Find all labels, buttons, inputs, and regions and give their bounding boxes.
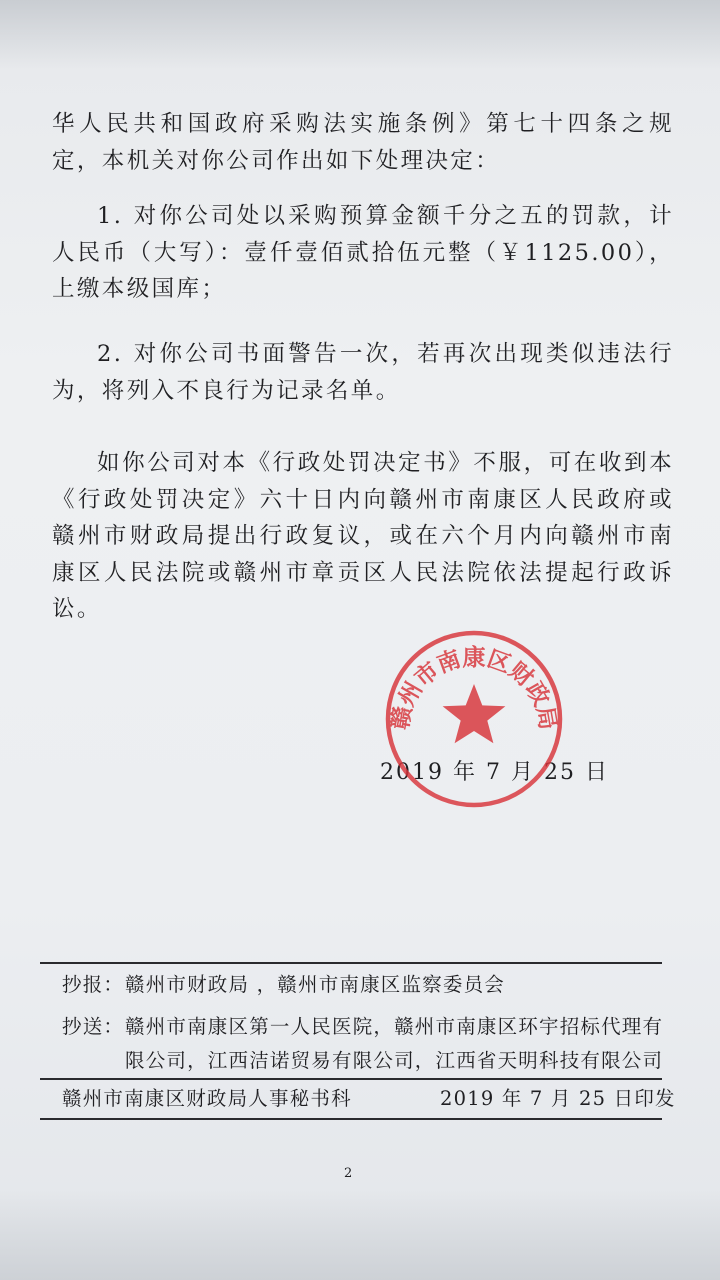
- star-icon: [443, 684, 506, 743]
- official-seal-stamp: [383, 628, 565, 810]
- footer-rule-top: [40, 962, 662, 964]
- footer-rule-bottom: [40, 1118, 662, 1120]
- issuer-office: 赣州市南康区财政局人事秘书科: [62, 1087, 352, 1110]
- cc-report-value: 赣州市财政局 ，赣州市南康区监察委员会: [125, 973, 505, 996]
- page-number: 2: [344, 1166, 353, 1181]
- page-shadow-top: [0, 0, 720, 70]
- cc-send-label: 抄送：: [62, 1015, 125, 1038]
- paragraph-penalty-warning: 2. 对你公司书面警告一次，若再次出现类似违法行为，将列入不良行为记录名单。: [52, 341, 674, 404]
- cc-send-line-2: 限公司，江西洁诺贸易有限公司，江西省天明科技有限公司: [125, 1049, 664, 1072]
- seal-text: 赣州市南康区财政局: [387, 644, 561, 732]
- paragraph-appeal-rights: 如你公司对本《行政处罚决定书》不服，可在收到本《行政处罚决定》六十日内向赣州市南康区人民政府或赣州市财政局提出行政复议，或在六个月内向赣州市南康区人民法院或赣州市章贡区人民法院依法提起行政诉讼。: [52, 450, 674, 622]
- cc-report-label: 抄报：: [62, 973, 125, 996]
- footer-rule-middle: [40, 1078, 662, 1080]
- paragraph-legal-basis: 华人民共和国政府采购法实施条例》第七十四条之规定，本机关对你公司作出如下处理决定：: [52, 111, 674, 174]
- cc-send-line-1: 赣州市南康区第一人民医院，赣州市南康区环宇招标代理有: [125, 1015, 664, 1038]
- paragraph-penalty-fine: 1. 对你公司处以采购预算金额千分之五的罚款，计人民币（大写）：壹仟壹佰贰拾伍元整（￥1125.00），上缴本级国库；: [52, 203, 674, 302]
- issue-date: 2019 年 7 月 25 日印发: [440, 1087, 676, 1110]
- page-shadow-bottom: [0, 1190, 720, 1280]
- signature-date: 2019 年 7 月 25 日: [380, 760, 609, 785]
